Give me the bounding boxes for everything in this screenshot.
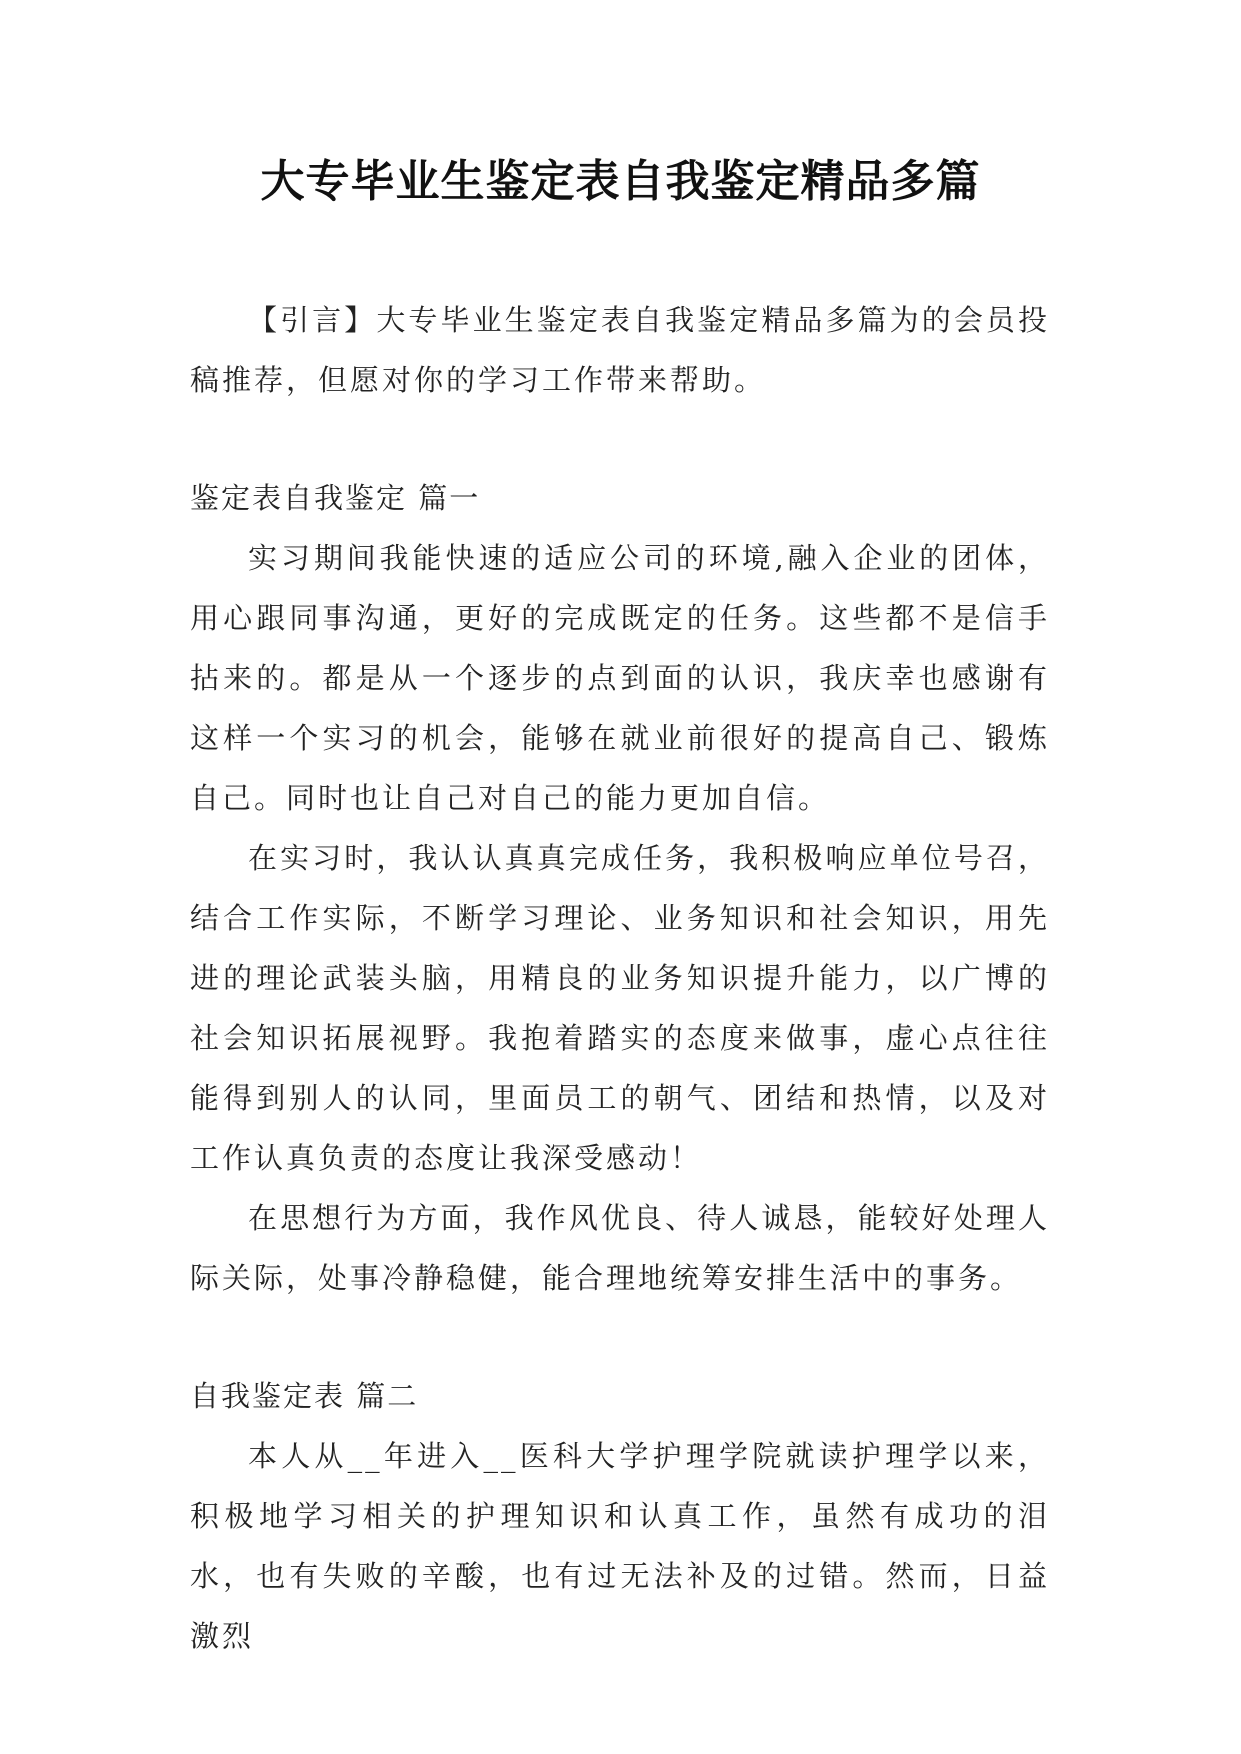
intro-paragraph: 【引言】大专毕业生鉴定表自我鉴定精品多篇为的会员投稿推荐，但愿对你的学习工作带来帮助。 [190,303,1050,397]
section-paragraph: 在思想行为方面，我作风优良、待人诚恳，能较好处理人际关际，处事冷静稳健，能合理地统筹安排生活中的事务。 [190,1201,1050,1295]
section-paragraph: 本人从__年进入__医科大学护理学院就读护理学以来，积极地学习相关的护理知识和认真工作，虽然有成功的泪水，也有失败的辛酸，也有过无法补及的过错。然而，日益激烈 [190,1439,1050,1653]
section-heading: 自我鉴定表 篇二 [190,1379,419,1413]
section-1 [190,468,1050,1308]
document-body [190,290,1050,1666]
section-spacer [190,1308,1050,1366]
section-paragraph: 在实习时，我认认真真完成任务，我积极响应单位号召，结合工作实际，不断学习理论、业务知识和社会知识，用先进的理论武装头脑，用精良的业务知识提升能力，以广博的社会知识拓展视野。我抱着踏实的态度来做事，虚心点往往能得到别人的认同，里面员工的朝气、团结和热情，以及对工作认真负责的态度让我深受感动！ [190,841,1050,1175]
document-title: 大专毕业生鉴定表自我鉴定精品多篇 [260,156,981,207]
section-paragraph: 实习期间我能快速的适应公司的环境,融入企业的团体，用心跟同事沟通，更好的完成既定的任务。这些都不是信手拈来的。都是从一个逐步的点到面的认识，我庆幸也感谢有这样一个实习的机会，能够在就业前很好的提高自己、锻炼自己。同时也让自己对自己的能力更加自信。 [190,541,1050,815]
section-2 [190,1366,1050,1666]
section-heading: 鉴定表自我鉴定 篇一 [190,481,481,515]
